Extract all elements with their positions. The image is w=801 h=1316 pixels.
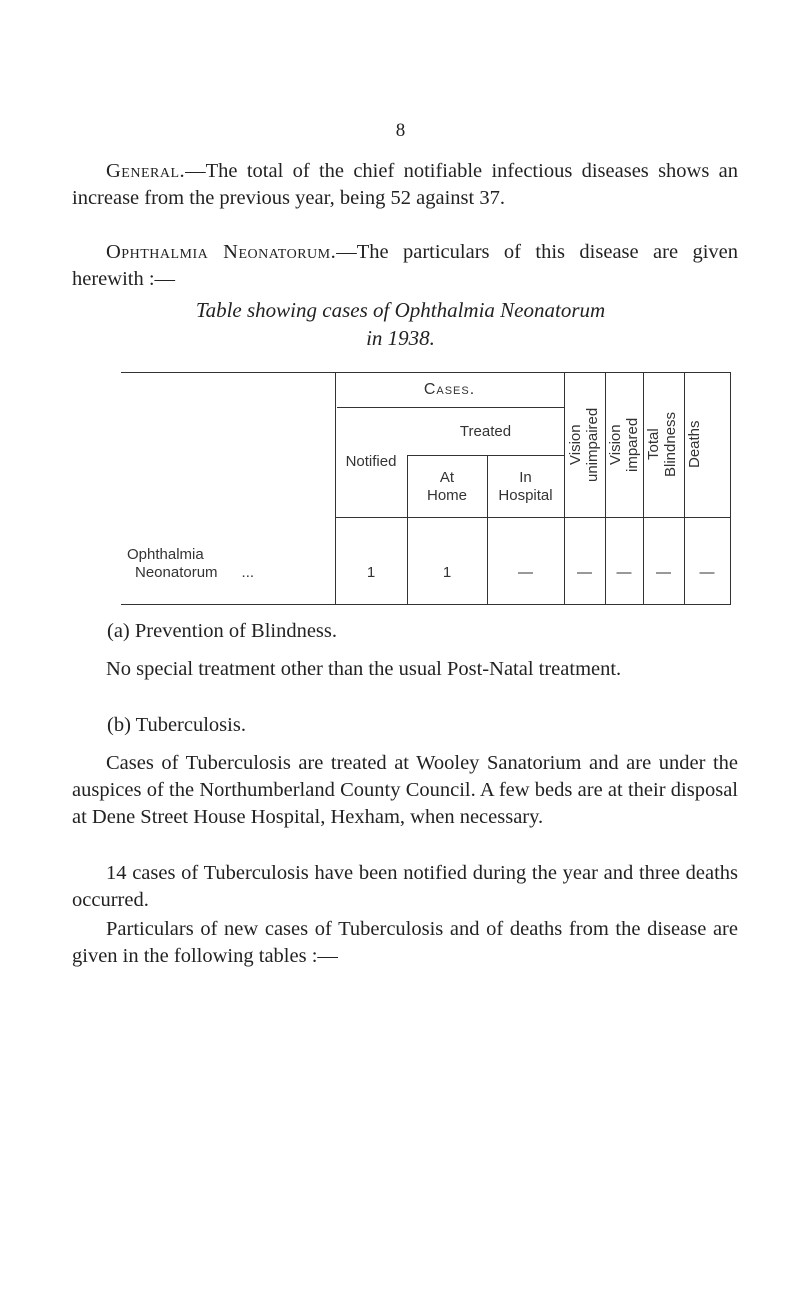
cell-total-blindness: — (656, 564, 671, 581)
vision-impared-line-2: impared (624, 417, 641, 472)
row-label-line-2: Neonatorum (135, 564, 218, 581)
tuberculosis-paragraph-3: Particulars of new cases of Tuberculosis and of deaths from the disease are given in the following tables :— (72, 918, 738, 967)
deaths-header: Deaths (686, 420, 703, 469)
ophthalmia-lead: Ophthalmia Neonatorum. (106, 241, 337, 263)
treated-top-rule (337, 407, 564, 408)
vision-impared-header (607, 372, 641, 517)
page-number: 8 (395, 120, 406, 141)
general-text: —The total of the chief notifiable infectious diseases shows an increase from the previous year, being 52 against 37. (72, 160, 738, 209)
at-home-line-2: Home (426, 487, 467, 504)
cell-deaths: — (699, 564, 715, 581)
ophthalmia-text: —The particulars of this disease are given herewith :— (72, 241, 738, 290)
ophthalmia-table (121, 372, 731, 605)
total-blindness-line-2: Blindness (662, 411, 679, 478)
at-home-line-1: At (439, 469, 455, 486)
table-caption-line-2: in 1938. (366, 326, 435, 350)
cell-vision-impared: — (616, 564, 632, 581)
cases-header: Cases. (423, 381, 476, 398)
at-home-header (407, 469, 487, 505)
vision-unimpaired-line-1: Vision (567, 424, 584, 465)
general-lead: General. (106, 160, 186, 182)
total-blindness-header (645, 372, 682, 517)
row-label (121, 546, 331, 582)
total-blindness-line-1: Total (645, 428, 662, 461)
in-hospital-line-2: Hospital (498, 487, 553, 504)
vision-impared-line-1: Vision (607, 424, 624, 465)
prevention-text: No special treatment other than the usual Post-Natal treatment. (106, 658, 622, 680)
treated-header: Treated (459, 423, 512, 440)
header-bottom-rule (335, 517, 731, 518)
table-caption-line-1: Table showing cases of Ophthalmia Neonatorum (195, 298, 606, 322)
tuberculosis-paragraph-2: 14 cases of Tuberculosis have been notified during the year and three deaths occurred. (72, 862, 738, 911)
in-hospital-header (487, 469, 564, 505)
prevention-heading: (a) Prevention of Blindness. (107, 620, 338, 642)
cell-vision-unimpaired: — (577, 564, 592, 581)
treated-sub-rule (407, 455, 564, 456)
notified-header: Notified (345, 453, 397, 470)
cell-in-hospital: — (518, 564, 533, 581)
cell-notified: 1 (366, 564, 376, 581)
in-hospital-line-1: In (519, 469, 532, 486)
general-paragraph (72, 158, 738, 212)
vision-unimpaired-header (567, 372, 603, 517)
row-label-line-1: Ophthalmia (127, 546, 204, 563)
tuberculosis-heading: (b) Tuberculosis. (107, 714, 246, 736)
cell-at-home: 1 (442, 564, 452, 581)
table-bottom-rule (121, 604, 731, 605)
col-rule-8 (730, 372, 731, 605)
tuberculosis-paragraph-1: Cases of Tuberculosis are treated at Wooley Sanatorium and are under the auspices of the Northumberland County Council. A few beds are at their disposal at Dene Street House Hospital, Hexham, when necessary. (72, 752, 738, 828)
vision-unimpaired-line-2: unimpaired (584, 407, 601, 482)
row-leader-dots: ... (241, 564, 255, 581)
ophthalmia-paragraph (72, 239, 738, 293)
